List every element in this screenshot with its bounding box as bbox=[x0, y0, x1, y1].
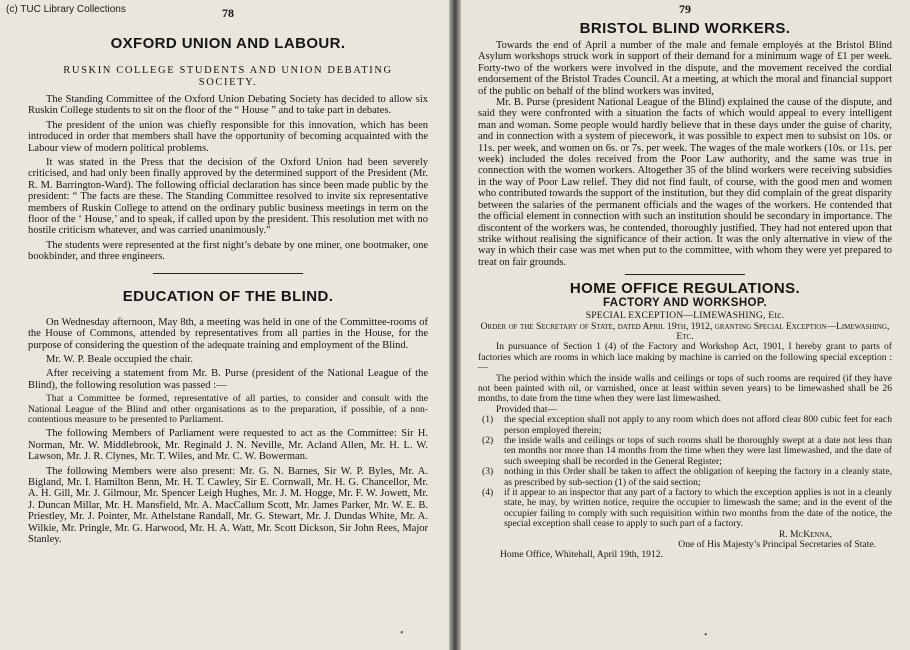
blind-paragraph-2: Mr. W. P. Beale occupied the chair. bbox=[46, 353, 193, 365]
home-paragraph-2: The period within which the inside walls and ceilings or tops of such rooms are required (if they have not been painted with oil, or varnished, once at least within seven years) to be limewashed shall be 26 months, to date from the time when they were last limewashed. bbox=[478, 372, 892, 405]
oxford-subtitle-line-2: SOCIETY. bbox=[198, 77, 258, 88]
special-exception-line: SPECIAL EXCEPTION—LIMEWASHING, Etc. bbox=[585, 310, 785, 322]
bristol-paragraph-2: Mr. B. Purse (president National League of the Blind) explained the cause of the dispute, and said they were confronted with a situation the facts of which would appeal to every intelligent man and woman. Some people would hardly believe that in these days under the guise of charity, and in connection with a system of piecework, it was possible to expect men to subsist on 10s. or 11s. per week, and women on 6s. or 7s. per week. The wages of the male workers (10s. or 11s. per week) included the doles received from the Poor Law authority, and the same was true in connection with the women workers. Altogether 35 of the blind workers were receiving subsidies in the way of Poor Law relief. They did not find fault, of course, with the good men and women who contributed towards the support of the institution, but they did complain of the great disparity between the salaries of the permanent officials and the wages of the workers. He contended that the official element in connection with such an institution should be secondary in importance. The discontent of the workers was, he contended, thoroughly justified. They had not entered upon that strike without realising the significance of their action. It was the only alternative in view of the way in which their case was met when put to the committee, with whom they were yet prepared to treat on fair grounds. bbox=[478, 97, 892, 268]
page-number-right: 79 bbox=[679, 2, 691, 16]
dateline: Home Office, Whitehall, April 19th, 1912. bbox=[500, 549, 663, 561]
print-mark-icon: • bbox=[704, 630, 708, 641]
oxford-paragraph-3: It was stated in the Press that the decision of the Oxford Union had been severely criticised, and had only been finally approved by the determined support of the President (Mr. R. M. Barrington-Ward). The following official declaration has since been made public by the president: “ The facts are these. The Standing Committee resolved to invite six representative members of Ruskin College to attend on the ordinary public business meetings in term on the floor of the ‘ House,’ and to speak, if called upon by the president. This resolution met with no hostile criticism whatever, and was carried unanimously.” bbox=[28, 157, 428, 237]
page-number-left: 78 bbox=[222, 6, 234, 20]
print-mark-icon: • bbox=[400, 628, 404, 639]
oxford-paragraph-2: The president of the union was chiefly responsible for this innovation, which has been introduced in order that members shall have the opportunity of becoming acquainted with the Labour view of modern political problems. bbox=[28, 119, 428, 154]
blind-committee-members: The following Members of Parliament were requested to act as the Committee: Sir H. Norman, Mr. W. Middlebrook, Mr. Reginald J. N. Neville, Mr. Acland Allen, Mr. H. L. W. Lawson, Mr. J. R. Clynes, Mr. T. Wiles, and Mr. C. W. Bowerman. bbox=[28, 428, 428, 463]
oxford-union-heading: OXFORD UNION AND LABOUR. bbox=[110, 35, 346, 52]
signer-name: R. McKenna, bbox=[778, 528, 832, 540]
provided-that: Provided that— bbox=[496, 403, 558, 415]
blind-members-present: The following Members were also present: Mr. G. N. Barnes, Sir W. P. Byles, Mr. A. Bigland, Mr. I. Hamilton Benn, Mr. H. T. Cawley, Sir E. Cornwall, Mr. H. G. Chancellor, Mr. A. H. Gill, Mr. J. Gilmour, Mr. Spencer Leigh Hughes, Mr. J. M. Hogge, Mr. F. W. Jowett, Mr. J. Duncan Millar, Mr. H. Mansfield, Mr. A. MacCallum Scott, Mr. James Parker, Mr. W. E. B. Priestley, Mr. J. Pointer, Mr. Athelstane Randall, Mr. G. Stewart, Mr. J. Dundas White, Mr. A. Wilkie, Mr. Pringle, Mr. G. Harwood, Mr. H. A. Watt, Mr. Scott Dickson, Sir John Rees, Major Stanley. bbox=[28, 465, 428, 545]
provisos-list bbox=[478, 415, 892, 529]
bristol-blind-heading: BRISTOL BLIND WORKERS. bbox=[579, 20, 791, 37]
copyright-notice: (c) TUC Library Collections bbox=[6, 4, 126, 15]
signer-title: One of His Majesty’s Principal Secretaries of State. bbox=[678, 539, 876, 551]
list-item: (2) the inside walls and ceilings or tops of such rooms shall be thoroughly swept at a date not less than ten months nor more than 14 months from the time when they were last limewashed, and the date of such sweeping shall be recorded in the General Register; bbox=[482, 435, 892, 467]
list-item: (1) the special exception shall not apply to any room which does not afford clear 800 cubic feet for each person employed therein; bbox=[482, 414, 892, 436]
left-page bbox=[0, 0, 452, 650]
home-office-heading: HOME OFFICE REGULATIONS. bbox=[569, 280, 801, 298]
list-item: (4) if it appear to an inspector that any part of a factory to which the exception applies is not in a cleanly state, he may, by written notice, require the occupier to limewash the same; and in the event of the occupier failing to comply with such requisition within two months from the date of the notice, the special exception shall cease to apply to such part of a factory. bbox=[482, 487, 892, 530]
bristol-paragraph-1: Towards the end of April a number of the male and female employés at the Bristol Blind Asylum workshops struck work in support of their demand for a minimum wage of £1 per week. Forty-two of the workers were involved in the dispute, and the movement received the cordial endorsement of the Bristol Trades Council. At a meeting, at which the moral and financial support of the public on behalf of the blind workers was invited, bbox=[478, 40, 892, 97]
order-line: Order of the Secretary of State, dated April 19th, 1912, granting Special Exception—Limewashing, Etc. bbox=[480, 320, 890, 342]
oxford-subtitle-line-1: RUSKIN COLLEGE STUDENTS AND UNION DEBATING bbox=[63, 65, 393, 76]
oxford-paragraph-1: The Standing Committee of the Oxford Union Debating Society has decided to allow six Ruskin College students to sit on the floor of the “ House ” and to take part in debates. bbox=[28, 94, 428, 117]
education-blind-heading: EDUCATION OF THE BLIND. bbox=[122, 287, 334, 305]
list-item: (3) nothing in this Order shall be taken to affect the obligation of keeping the factory in a cleanly state, as prescribed by sub-section (1) of the said section; bbox=[482, 466, 892, 488]
factory-workshop-subheading: FACTORY AND WORKSHOP. bbox=[602, 297, 768, 310]
blind-paragraph-3: After receiving a statement from Mr. B. Purse (president of the National League of the Blind), the following resolution was passed :— bbox=[28, 368, 428, 391]
book-gutter bbox=[449, 0, 461, 650]
home-paragraph-1: In pursuance of Section 1 (4) of the Factory and Workshop Act, 1901, I hereby grant to parts of factories which are rooms in which lace making by machine is carried on the following special exception :— bbox=[478, 341, 892, 374]
blind-resolution: That a Committee be formed, representative of all parties, to consider and consult with the National League of the Blind and other organisations as to the preparation, if possible, of a non-contentious measure to be presented to Parliament. bbox=[28, 393, 428, 425]
oxford-paragraph-4: The students were represented at the first night’s debate by one miner, one bootmaker, one bookbinder, and three engineers. bbox=[28, 239, 428, 263]
blind-paragraph-1: On Wednesday afternoon, May 8th, a meeting was held in one of the Committee-rooms of the House of Commons, attended by representatives from all parties in the House, for the purpose of considering the question of the adequate training and employment of the Blind. bbox=[28, 316, 428, 351]
right-page bbox=[458, 0, 910, 650]
